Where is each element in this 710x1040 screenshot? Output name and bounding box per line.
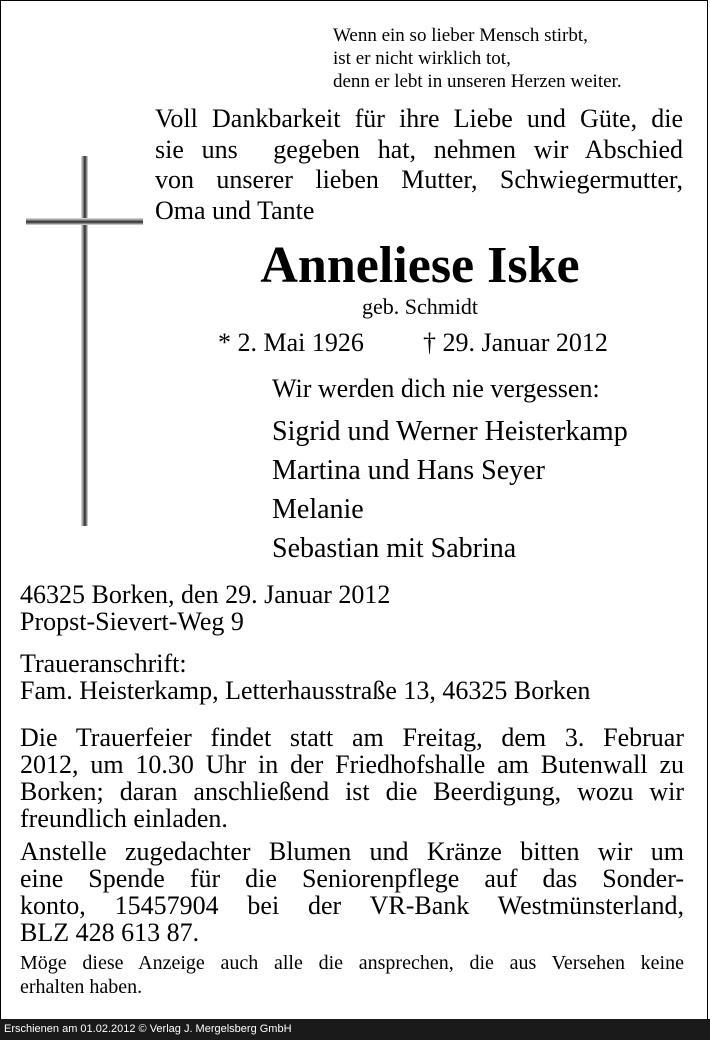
paragraph-line: 2012, um 10.30 Uhr in der Friedhofshalle am Butenwall zu	[20, 750, 684, 779]
poem-line: denn er lebt in unseren Herzen weiter.	[333, 71, 622, 92]
intro-line: Oma und Tante	[155, 195, 315, 225]
paragraph-line: erhalten haben.	[20, 976, 143, 998]
paragraph-line: BLZ 428 613 87.	[20, 918, 200, 947]
mourner-name: Sigrid und Werner Heisterkamp	[272, 416, 628, 447]
closing-paragraph	[20, 951, 684, 999]
mourners-list	[272, 412, 628, 568]
mourner-name: Melanie	[272, 494, 364, 525]
mourning-address	[20, 650, 590, 704]
poem	[333, 24, 693, 93]
intro-line: sie uns gegeben hat, nehmen wir Abschied	[155, 134, 683, 164]
mourning-address-value: Fam. Heisterkamp, Letterhausstraße 13, 46325 Borken	[20, 676, 591, 705]
paragraph-line: Anstelle zugedachter Blumen und Kränze bitten wir um	[20, 837, 684, 866]
publication-footer: Erschienen am 01.02.2012 © Verlag J. Mergelsberg GmbH	[0, 1019, 710, 1040]
place-date: 46325 Borken, den 29. Januar 2012	[20, 580, 391, 609]
intro-line: von unserer lieben Mutter, Schwiegermutter,	[155, 165, 683, 194]
intro-line: Voll Dankbarkeit für ihre Liebe und Güte, die	[155, 104, 683, 133]
poem-line: ist er nicht wirklich tot,	[333, 48, 511, 69]
mourner-name: Martina und Hans Seyer	[272, 455, 545, 486]
cross-horizontal-beam	[26, 218, 143, 225]
paragraph-line: Die Trauerfeier findet statt am Freitag, dem 3. Februar	[20, 723, 684, 752]
mourner-name: Sebastian mit Sabrina	[272, 533, 517, 564]
intro-text	[155, 104, 683, 226]
paragraph-line: Möge diese Anzeige auch alle die ansprechen, die aus Versehen keine	[20, 952, 684, 974]
donation-paragraph	[20, 838, 684, 946]
paragraph-line: freundlich einladen.	[20, 804, 228, 833]
paragraph-line: konto, 15457904 bei der VR-Bank Westmünsterland,	[20, 891, 684, 920]
deceased-name: Anneliese Iske	[260, 237, 580, 294]
paragraph-line: Borken; daran anschließend ist die Beerdigung, wozu wir	[20, 777, 684, 806]
poem-line: Wenn ein so lieber Mensch stirbt,	[333, 25, 588, 46]
maiden-name: geb. Schmidt	[361, 294, 479, 319]
mourners-heading: Wir werden dich nie vergessen:	[272, 374, 600, 403]
paragraph-line: eine Spende für die Seniorenpflege auf das Sonder-	[20, 864, 684, 893]
street: Propst-Sievert-Weg 9	[20, 607, 244, 636]
cross-vertical-beam	[81, 156, 88, 526]
birth-date: * 2. Mai 1926	[218, 328, 364, 357]
funeral-paragraph	[20, 724, 684, 832]
mourning-address-label: Traueranschrift:	[20, 649, 187, 678]
sender-address	[20, 581, 390, 635]
death-date: † 29. Januar 2012	[423, 328, 608, 357]
